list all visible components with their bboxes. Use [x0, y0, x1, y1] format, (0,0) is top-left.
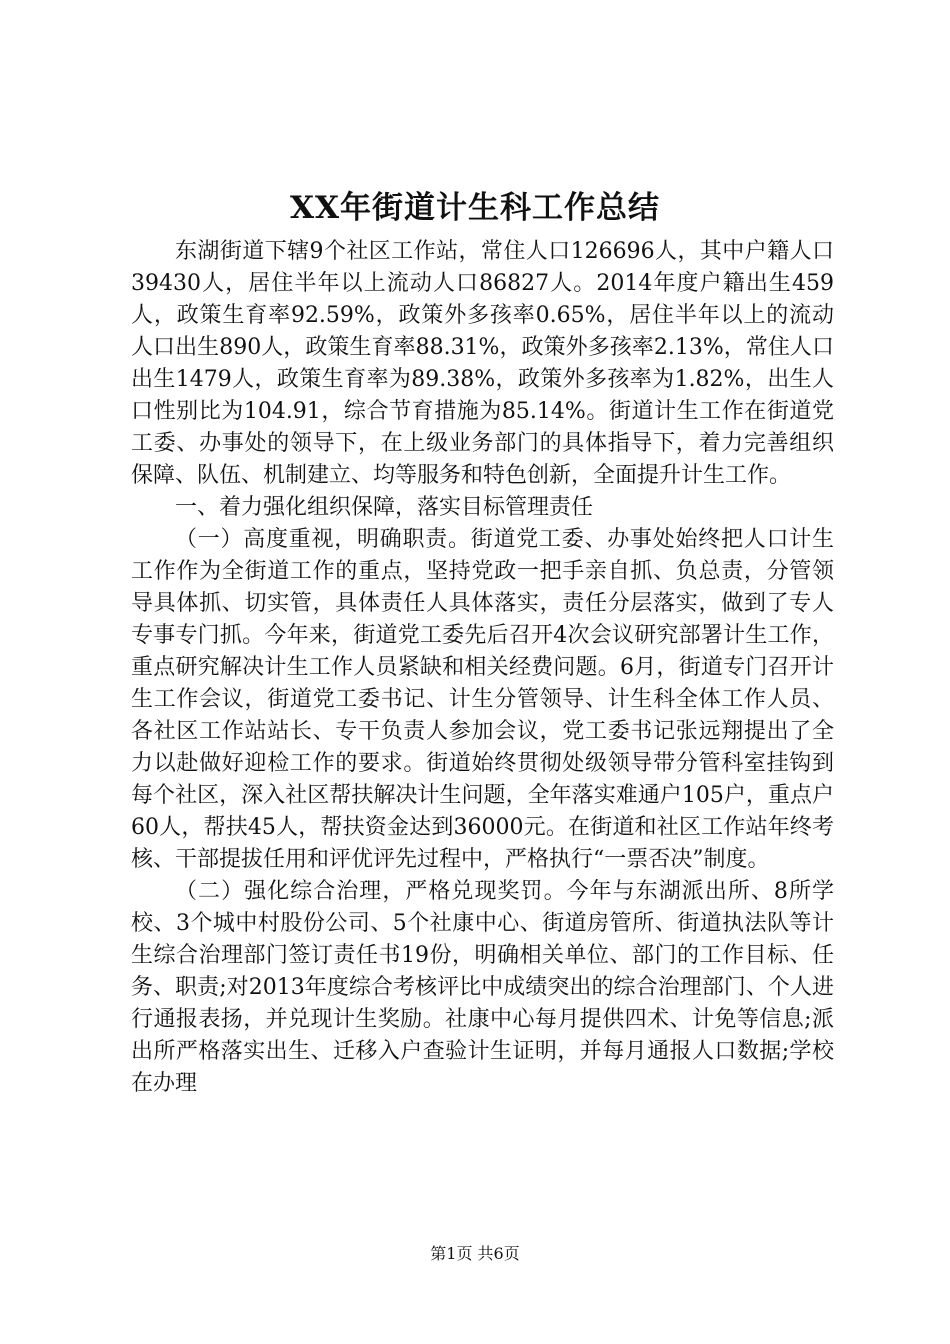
body-paragraph-1-2: （二）强化综合治理，严格兑现奖罚。今年与东湖派出所、8所学校、3个城中村股份公司、5个社康中心、街道房管所、街道执法队等计生综合治理部门签订责任书19份，明确相关单位、部门的工作目标、任务、职责;对2013年度综合考核评比中成绩突出的综合治理部门、个人进行通报表扬，并兑现计生奖励。社康中心每月提供四术、计免等信息;派出所严格落实出生、迁移入户查验计生证明，并每月通报人口数据;学校在办理 [131, 879, 834, 1096]
body-paragraph-1-1: （一）高度重视，明确职责。街道党工委、办事处始终把人口计生工作作为全街道工作的重点，坚持党政一把手亲自抓、负总责，分管领导具体抓、切实管，具体责任人具体落实，责任分层落实，做到了专人专事专门抓。今年来，街道党工委先后召开4次会议研究部署计生工作，重点研究解决计生工作人员紧缺和相关经费问题。6月，街道专门召开计生工作会议，街道党工委书记、计生分管领导、计生科全体工作人员、各社区工作站站长、专干负责人参加会议，党工委书记张远翔提出了全力以赴做好迎检工作的要求。街道始终贯彻处级领导带分管科室挂钩到每个社区，深入社区帮扶解决计生问题，全年落实难通户105户，重点户60人，帮扶45人，帮扶资金达到36000元。在街道和社区工作站年终考核、干部提拔任用和评优评先过程中，严格执行“一票否决”制度。 [131, 527, 834, 872]
document-title: XX年街道计生科工作总结 [289, 190, 661, 226]
document-body [131, 236, 834, 1100]
section-heading-1: 一、着力强化组织保障，落实目标管理责任 [175, 495, 594, 520]
page-number-footer: 第1页 共6页 [430, 1244, 520, 1263]
body-paragraph-overview: 东湖街道下辖9个社区工作站，常住人口126696人，其中户籍人口39430人，居住半年以上流动人口86827人。2014年度户籍出生459人，政策生育率92.59%，政策外多孩率0.65%，居住半年以上的流动人口出生890人，政策生育率88.31%，政策外多孩率2.13%，常住人口出生1479人，政策生育率为89.38%，政策外多孩率为1.82%，出生人口性别比为104.91，综合节育措施为85.14%。街道计生工作在街道党工委、办事处的领导下，在上级业务部门的具体指导下，着力完善组织保障、队伍、机制建立、均等服务和特色创新，全面提升计生工作。 [131, 239, 834, 488]
